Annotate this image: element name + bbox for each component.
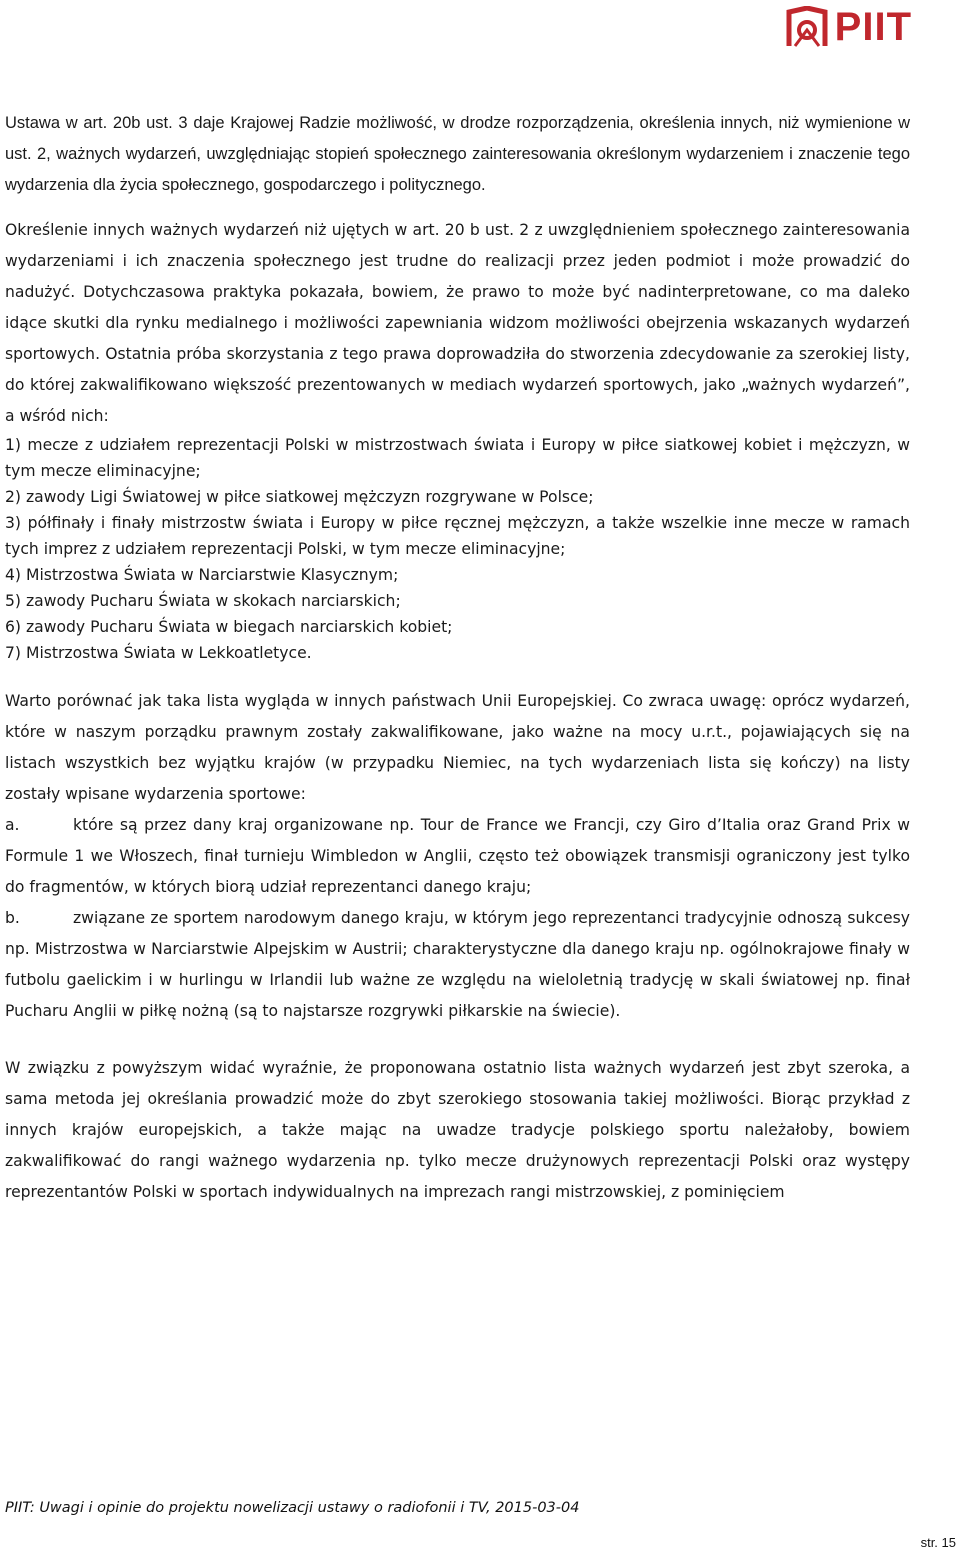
list-item: 3) półfinały i finały mistrzostw świata i Europy w piłce ręcznej mężczyzn, a także wszelkie inne mecze w ramach tych imprez z udziałem reprezentacji Polski, w tym mecze eliminacyjne;	[5, 514, 910, 558]
list-item: b. związane ze sportem narodowym danego kraju, w którym jego reprezentanci tradycyjnie odnoszą sukcesy np. Mistrzostwa w Narciarstwie Alpejskim w Austrii; charakterystyczne dla danego kraju np. ogólnokrajowe finały w futbolu gaelickim i w hurlingu w Irlandii lub ważne ze względu na wieloletnią tradycję w skali światowej np. finał Pucharu Anglii w piłkę nożną (są to najstarsze rozgrywki piłkarskie na świecie).	[5, 909, 910, 1020]
list-item: 5) zawody Pucharu Świata w skokach narciarskich;	[5, 592, 401, 610]
list-item: 6) zawody Pucharu Świata w biegach narciarskich kobiet;	[5, 618, 453, 636]
document-footer: PIIT: Uwagi i opinie do projektu nowelizacji ustawy o radiofonii i TV, 2015-03-04	[5, 1500, 580, 1516]
piit-logo-icon	[785, 6, 829, 48]
piit-logo	[785, 6, 912, 48]
paragraph-conclusion: W związku z powyższym widać wyraźnie, że proponowana ostatnio lista ważnych wydarzeń jest zbyt szeroka, a sama metoda jej określania prowadzić może do zbyt szerokiego stosowania takiej możliwości. Biorąc przykład z innych krajów europejskich, a także mając na uwadze tradycje polskiego sportu należałoby, bowiem zakwalifikować do rangi ważnego wydarzenia np. tylko mecze drużynowych reprezentacji Polski oraz występy reprezentantów Polski w sportach indywidualnych na imprezach rangi mistrzowskiej, z pominięciem	[5, 1059, 910, 1201]
list-item: 4) Mistrzostwa Świata w Narciarstwie Klasycznym;	[5, 566, 399, 584]
paragraph-problem: Określenie innych ważnych wydarzeń niż ujętych w art. 20 b ust. 2 z uwzględnieniem społecznego zainteresowania wydarzeniami i ich znaczenia społecznego jest trudne do realizacji przez jeden podmiot i może prowadzić do nadużyć. Dotychczasowa praktyka pokazała, bowiem, że prawo to może być nadinterpretowane, co ma daleko idące skutki dla rynku medialnego i możliwości zapewniania widzom możliwości obejrzenia wskazanych wydarzeń sportowych. Ostatnia próba skorzystania z tego prawa doprowadziła do stworzenia zdecydowanie za szerokiej listy, do której zakwalifikowano większość prezentowanych w mediach wydarzeń sportowych, jako „ważnych wydarzeń”, a wśród nich:	[5, 221, 910, 425]
list-item: 7) Mistrzostwa Świata w Lekkoatletyce.	[5, 644, 312, 662]
list-item: 1) mecze z udziałem reprezentacji Polski w mistrzostwach świata i Europy w piłce siatkowej kobiet i mężczyzn, w tym mecze eliminacyjne;	[5, 436, 910, 480]
list-item: a. które są przez dany kraj organizowane np. Tour de France we Francji, czy Giro d’Italia oraz Grand Prix w Formule 1 we Włoszech, finał turnieju Wimbledon w Anglii, często też obowiązek transmisji ograniczony jest tylko do fragmentów, w których biorą udział reprezentanci danego kraju;	[5, 816, 910, 896]
document-body	[5, 108, 910, 1208]
page-number: str. 15	[920, 1535, 956, 1550]
paragraph-comparison: Warto porównać jak taka lista wygląda w innych państwach Unii Europejskiej. Co zwraca uwagę: oprócz wydarzeń, które w naszym porządku prawnym zostały zakwalifikowane, jako ważne na mocy u.r.t., pojawiających się na listach wszystkich bez wyjątku krajów (w przypadku Niemiec, na tych wydarzeniach lista się kończy) na listy zostały wpisane wydarzenia sportowe:	[5, 692, 910, 803]
logo-text: PIIT	[834, 5, 912, 49]
list-item: 2) zawody Ligi Światowej w piłce siatkowej mężczyzn rozgrywane w Polsce;	[5, 488, 594, 506]
sports-list	[5, 810, 910, 1027]
events-list	[5, 432, 910, 666]
paragraph-intro: Ustawa w art. 20b ust. 3 daje Krajowej Radzie możliwość, w drodze rozporządzenia, określenia innych, niż wymienione w ust. 2, ważnych wydarzeń, uwzględniając stopień społecznego zainteresowania określonym wydarzeniem i znaczenie tego wydarzenia dla życia społecznego, gospodarczego i politycznego.	[5, 114, 910, 194]
